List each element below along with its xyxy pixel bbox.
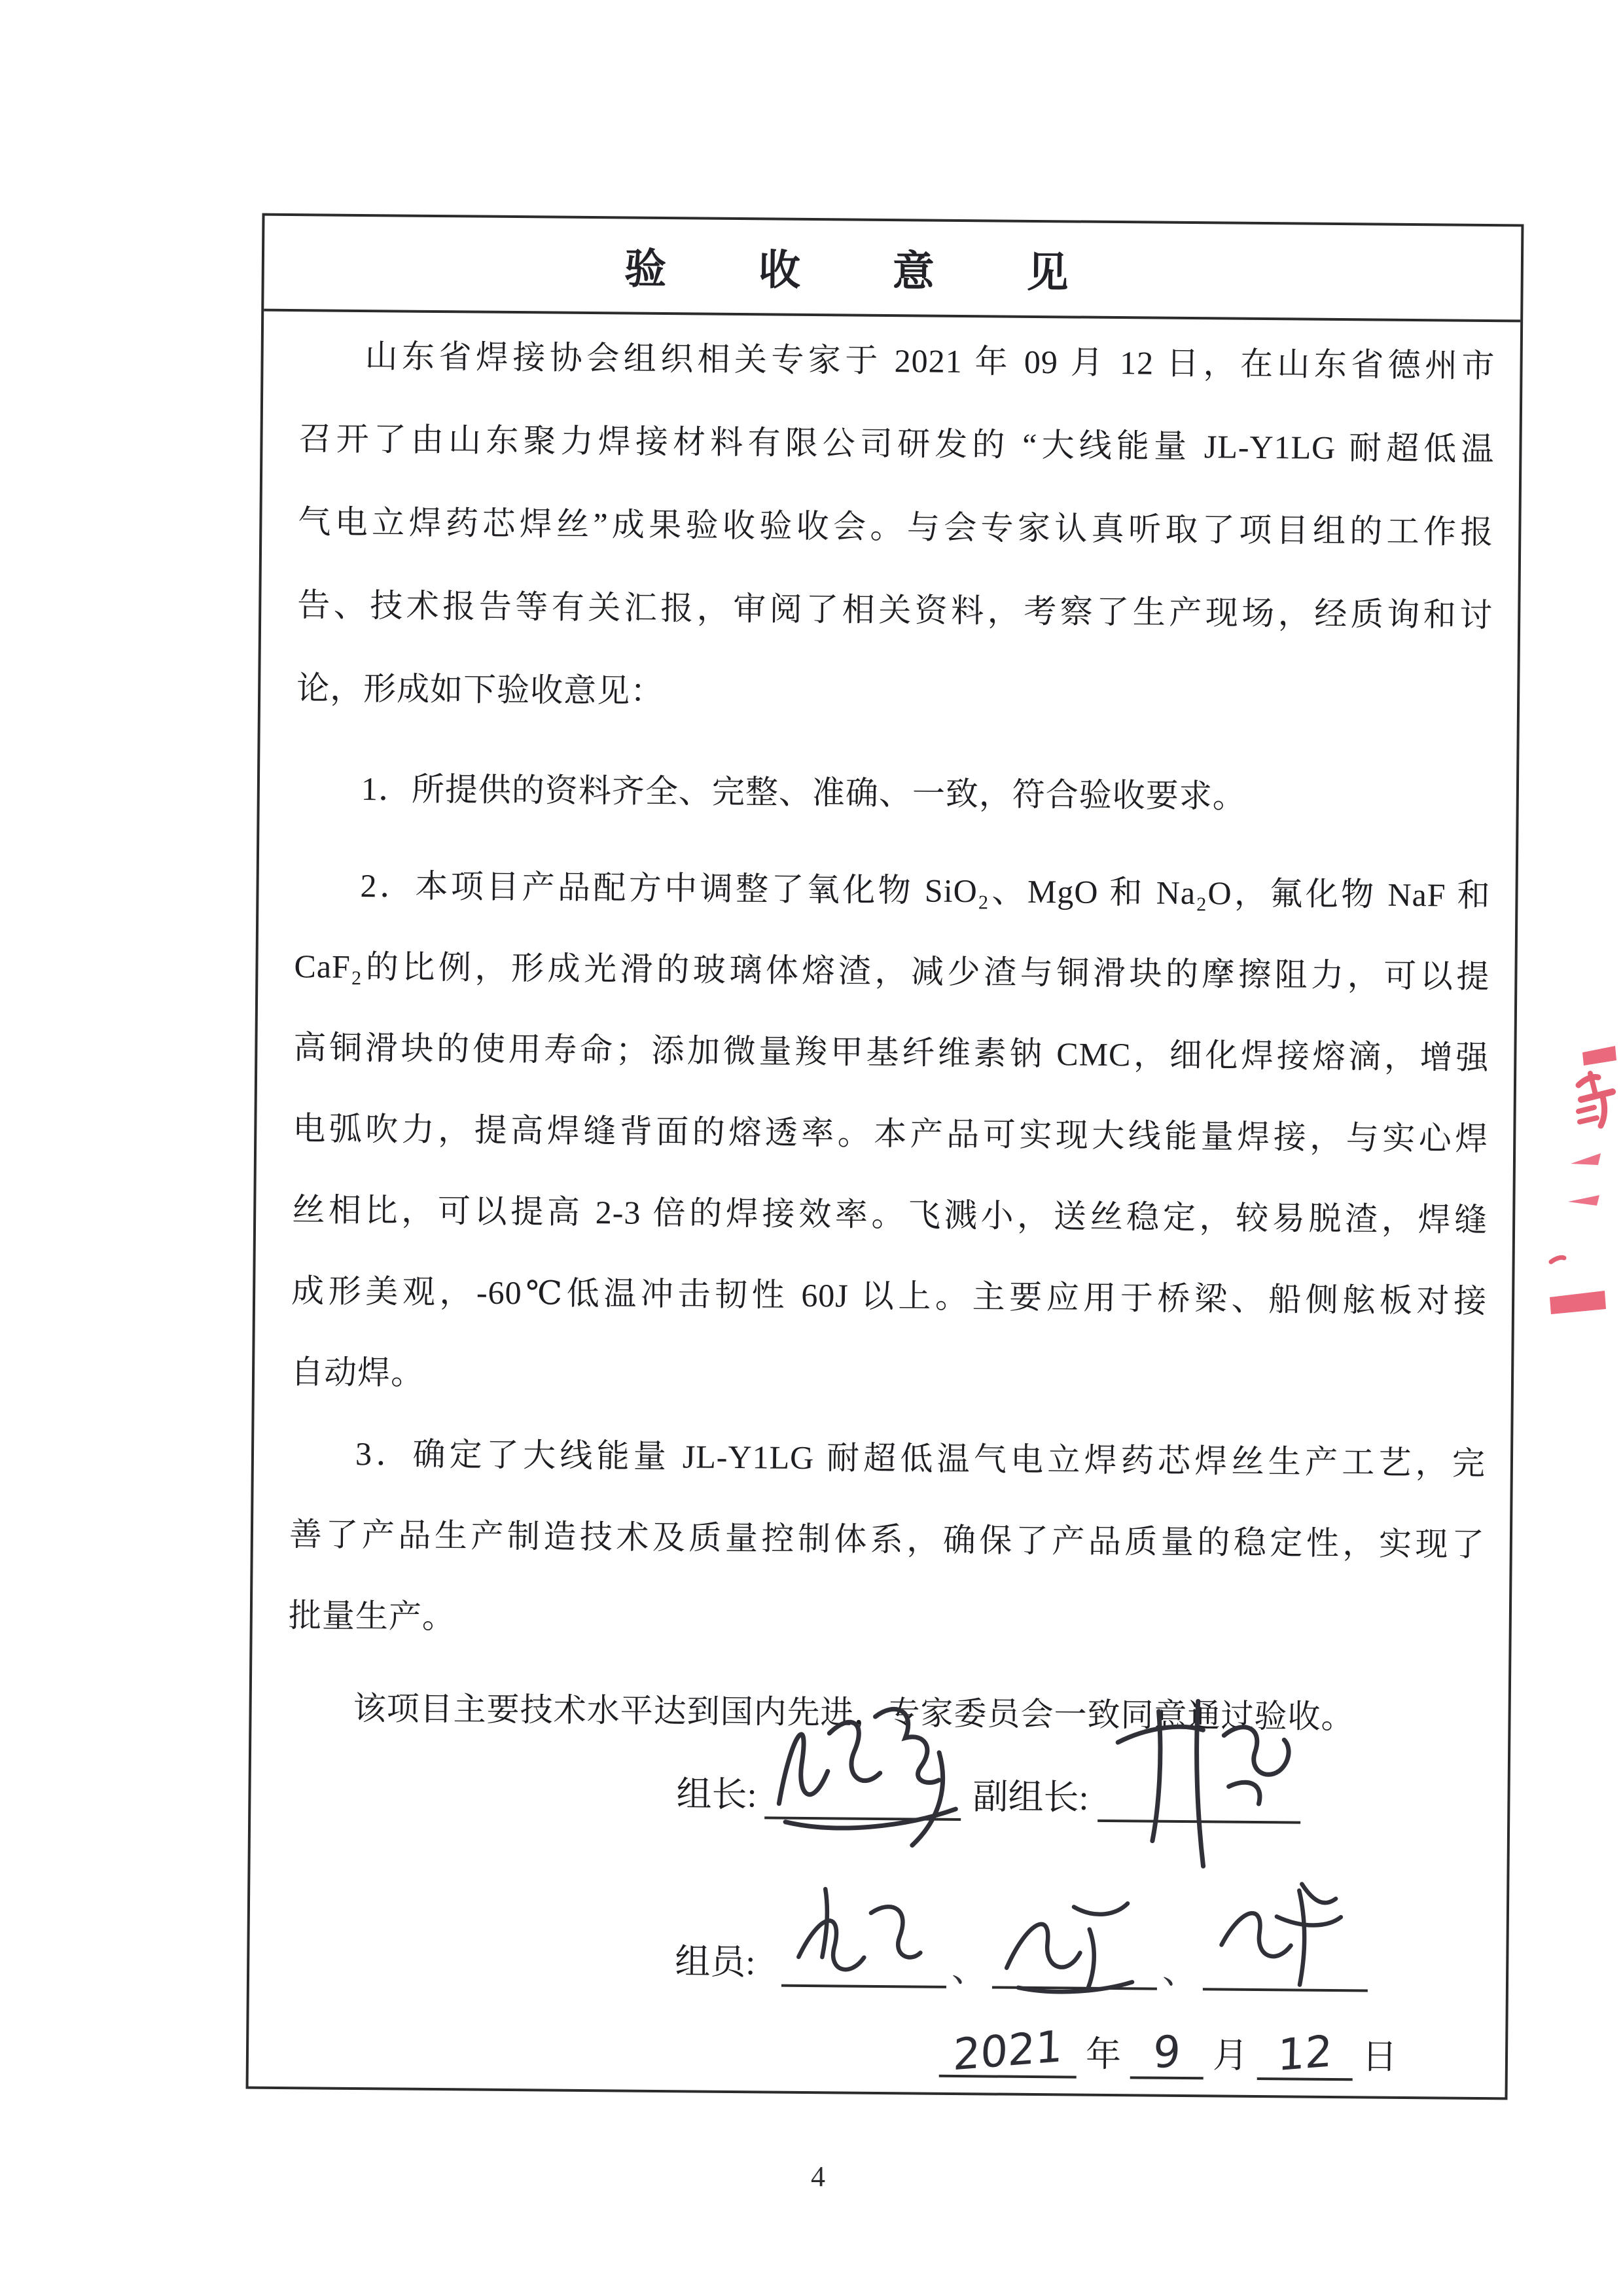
year-unit-label: 年 — [1085, 2034, 1122, 2075]
body-line: 批量生产。 — [288, 1597, 456, 1636]
body-line: 该项目主要技术水平达到国内先进，专家委员会一致同意通过验收。 — [353, 1689, 1355, 1736]
date-row — [939, 2012, 1481, 2082]
acceptance-opinion-box — [246, 213, 1524, 2100]
date-year-line — [939, 2016, 1077, 2079]
red-stamp-fragment — [1544, 1034, 1623, 1335]
member-signature-line — [781, 1926, 947, 1988]
handwritten-signature-member — [781, 1865, 933, 1998]
handwritten-day: 12 — [1277, 2026, 1333, 2081]
body-line: 2．本项目产品配方中调整了氧化物 SiO₂、MgO 和 Na₂O，氟化物 NaF 和 — [360, 867, 1491, 914]
members-signature-row — [675, 1920, 1482, 1993]
handwritten-year: 2021 — [952, 2020, 1063, 2081]
body-line: 高铜滑块的使用寿命；添加微量羧甲基纤维素钠 CMC，细化焊接熔滴，增强 — [293, 1029, 1489, 1077]
document-body — [249, 312, 1520, 2083]
body-line: 丝相比，可以提高 2-3 倍的焊接效率。飞溅小，送丝稳定，较易脱渣，焊缝 — [292, 1191, 1488, 1239]
body-line: 气电立焊药芯焊丝”成果验收验收会。与会专家认真听取了项目组的工作报 — [298, 503, 1494, 551]
date-month-line — [1130, 2017, 1204, 2079]
handwritten-month: 9 — [1152, 2025, 1182, 2079]
paragraph-item-2 — [291, 844, 1491, 1423]
deputy-label: 副组长: — [972, 1777, 1089, 1818]
date-day-line — [1257, 2018, 1353, 2081]
body-line: 电弧吹力，提高焊缝背面的熔透率。本产品可实现大线能量焊接，与实心焊 — [293, 1110, 1489, 1158]
paragraph-item-3 — [288, 1412, 1486, 1666]
paragraph-conclusion — [287, 1666, 1484, 1760]
paragraph-item-1 — [295, 747, 1491, 840]
body-line: 3．确定了大线能量 JL-Y1LG 耐超低温气电立焊药芯焊丝生产工艺，完 — [355, 1435, 1486, 1482]
body-line: 自动焊。 — [290, 1354, 425, 1391]
members-label: 组员: — [674, 1942, 756, 1982]
body-line: 1．所提供的资料齐全、完整、准确、一致，符合验收要求。 — [361, 770, 1247, 815]
handwritten-signature-member — [992, 1869, 1144, 2001]
member-separator: 、 — [1162, 1951, 1198, 1992]
leader-signature-row — [676, 1753, 1483, 1825]
member-signature-line — [992, 1927, 1158, 1990]
member-separator: 、 — [951, 1949, 988, 1990]
body-line: 告、技术报告等有关汇报，审阅了相关资料，考察了生产现场，经质询和讨 — [297, 586, 1493, 634]
month-unit-label: 月 — [1212, 2036, 1249, 2075]
day-unit-label: 日 — [1361, 2037, 1398, 2077]
body-line: 山东省焊接协会组织相关专家于 2021 年 09 月 12 日，在山东省德州市 — [365, 338, 1495, 385]
body-line: 论，形成如下验收意见： — [296, 670, 664, 710]
page-title: 验收意见 — [624, 245, 1161, 297]
leader-label: 组长: — [676, 1774, 757, 1815]
deputy-signature-line — [1097, 1761, 1301, 1824]
page-number: 4 — [811, 2161, 825, 2193]
title-row — [264, 216, 1521, 323]
body-line: 善了产品生产制造技术及质量控制体系，确保了产品质量的稳定性，实现了 — [289, 1516, 1486, 1564]
paragraph-intro — [296, 314, 1495, 740]
body-line: 成形美观，-60℃低温冲击韧性 60J 以上。主要应用于桥梁、船侧舷板对接 — [291, 1272, 1488, 1320]
leader-signature-line — [764, 1757, 961, 1821]
member-signature-line — [1203, 1929, 1368, 1992]
body-line: CaF₂的比例，形成光滑的玻璃体熔渣，减少渣与铜滑块的摩擦阻力，可以提 — [294, 948, 1490, 996]
body-line: 召开了由山东聚力焊接材料有限公司研发的 “大线能量 JL-Y1LG 耐超低温 — [298, 420, 1495, 468]
handwritten-signature-member — [1203, 1863, 1355, 2002]
